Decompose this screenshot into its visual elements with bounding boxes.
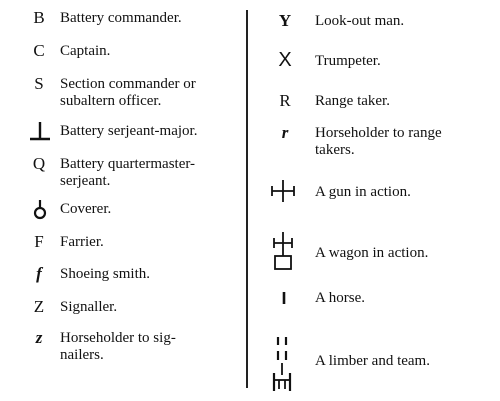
- column-divider: [246, 10, 248, 388]
- desc-limber-and-team: A limber and team.: [315, 353, 430, 369]
- symbol-quartermaster-serjeant: Q: [32, 154, 46, 173]
- symbol-look-out-man: Y: [278, 11, 292, 30]
- desc-trumpeter: Trumpeter.: [315, 53, 381, 69]
- symbol-captain: C: [33, 41, 45, 60]
- symbol-horseholder-range-takers: r: [281, 123, 289, 142]
- symbol-farrier: F: [34, 232, 44, 251]
- desc-look-out-man: Look-out man.: [315, 13, 405, 29]
- desc-horse: A horse.: [315, 290, 365, 306]
- desc-battery-commander: Battery commander.: [60, 10, 182, 26]
- inverted-t-icon: [28, 120, 52, 142]
- symbol-horseholder-signallers: z: [35, 328, 43, 347]
- desc-gun-in-action: A gun in action.: [315, 184, 411, 200]
- desc-quartermaster-serjeant: Battery quartermaster- serjeant.: [60, 156, 196, 189]
- wagon-in-action-icon: [272, 230, 294, 272]
- limber-and-team-icon: [272, 335, 292, 393]
- desc-horseholder-range-takers: Horseholder to range takers.: [315, 125, 442, 158]
- desc-farrier: Farrier.: [60, 234, 104, 250]
- desc-wagon-in-action: A wagon in action.: [315, 245, 429, 261]
- desc-range-taker: Range taker.: [315, 93, 390, 109]
- desc-battery-serjeant-major: Battery serjeant-major.: [60, 123, 198, 139]
- symbol-shoeing-smith: f: [36, 264, 42, 283]
- gun-in-action-icon: [270, 178, 296, 204]
- symbol-trumpeter: X: [278, 49, 292, 71]
- symbol-signaller: Z: [33, 297, 45, 316]
- symbol-range-taker: R: [279, 91, 291, 110]
- desc-section-commander: Section commander or subaltern officer.: [60, 76, 196, 109]
- coverer-icon: [30, 198, 50, 220]
- desc-coverer: Coverer.: [60, 201, 112, 217]
- horse-icon: [281, 290, 287, 306]
- desc-captain: Captain.: [60, 43, 111, 59]
- desc-signaller: Signaller.: [60, 299, 118, 315]
- symbol-section-commander: S: [34, 74, 44, 93]
- symbol-battery-commander: B: [33, 8, 45, 27]
- desc-shoeing-smith: Shoeing smith.: [60, 266, 151, 282]
- desc-horseholder-signallers: Horseholder to sig- nailers.: [60, 330, 176, 363]
